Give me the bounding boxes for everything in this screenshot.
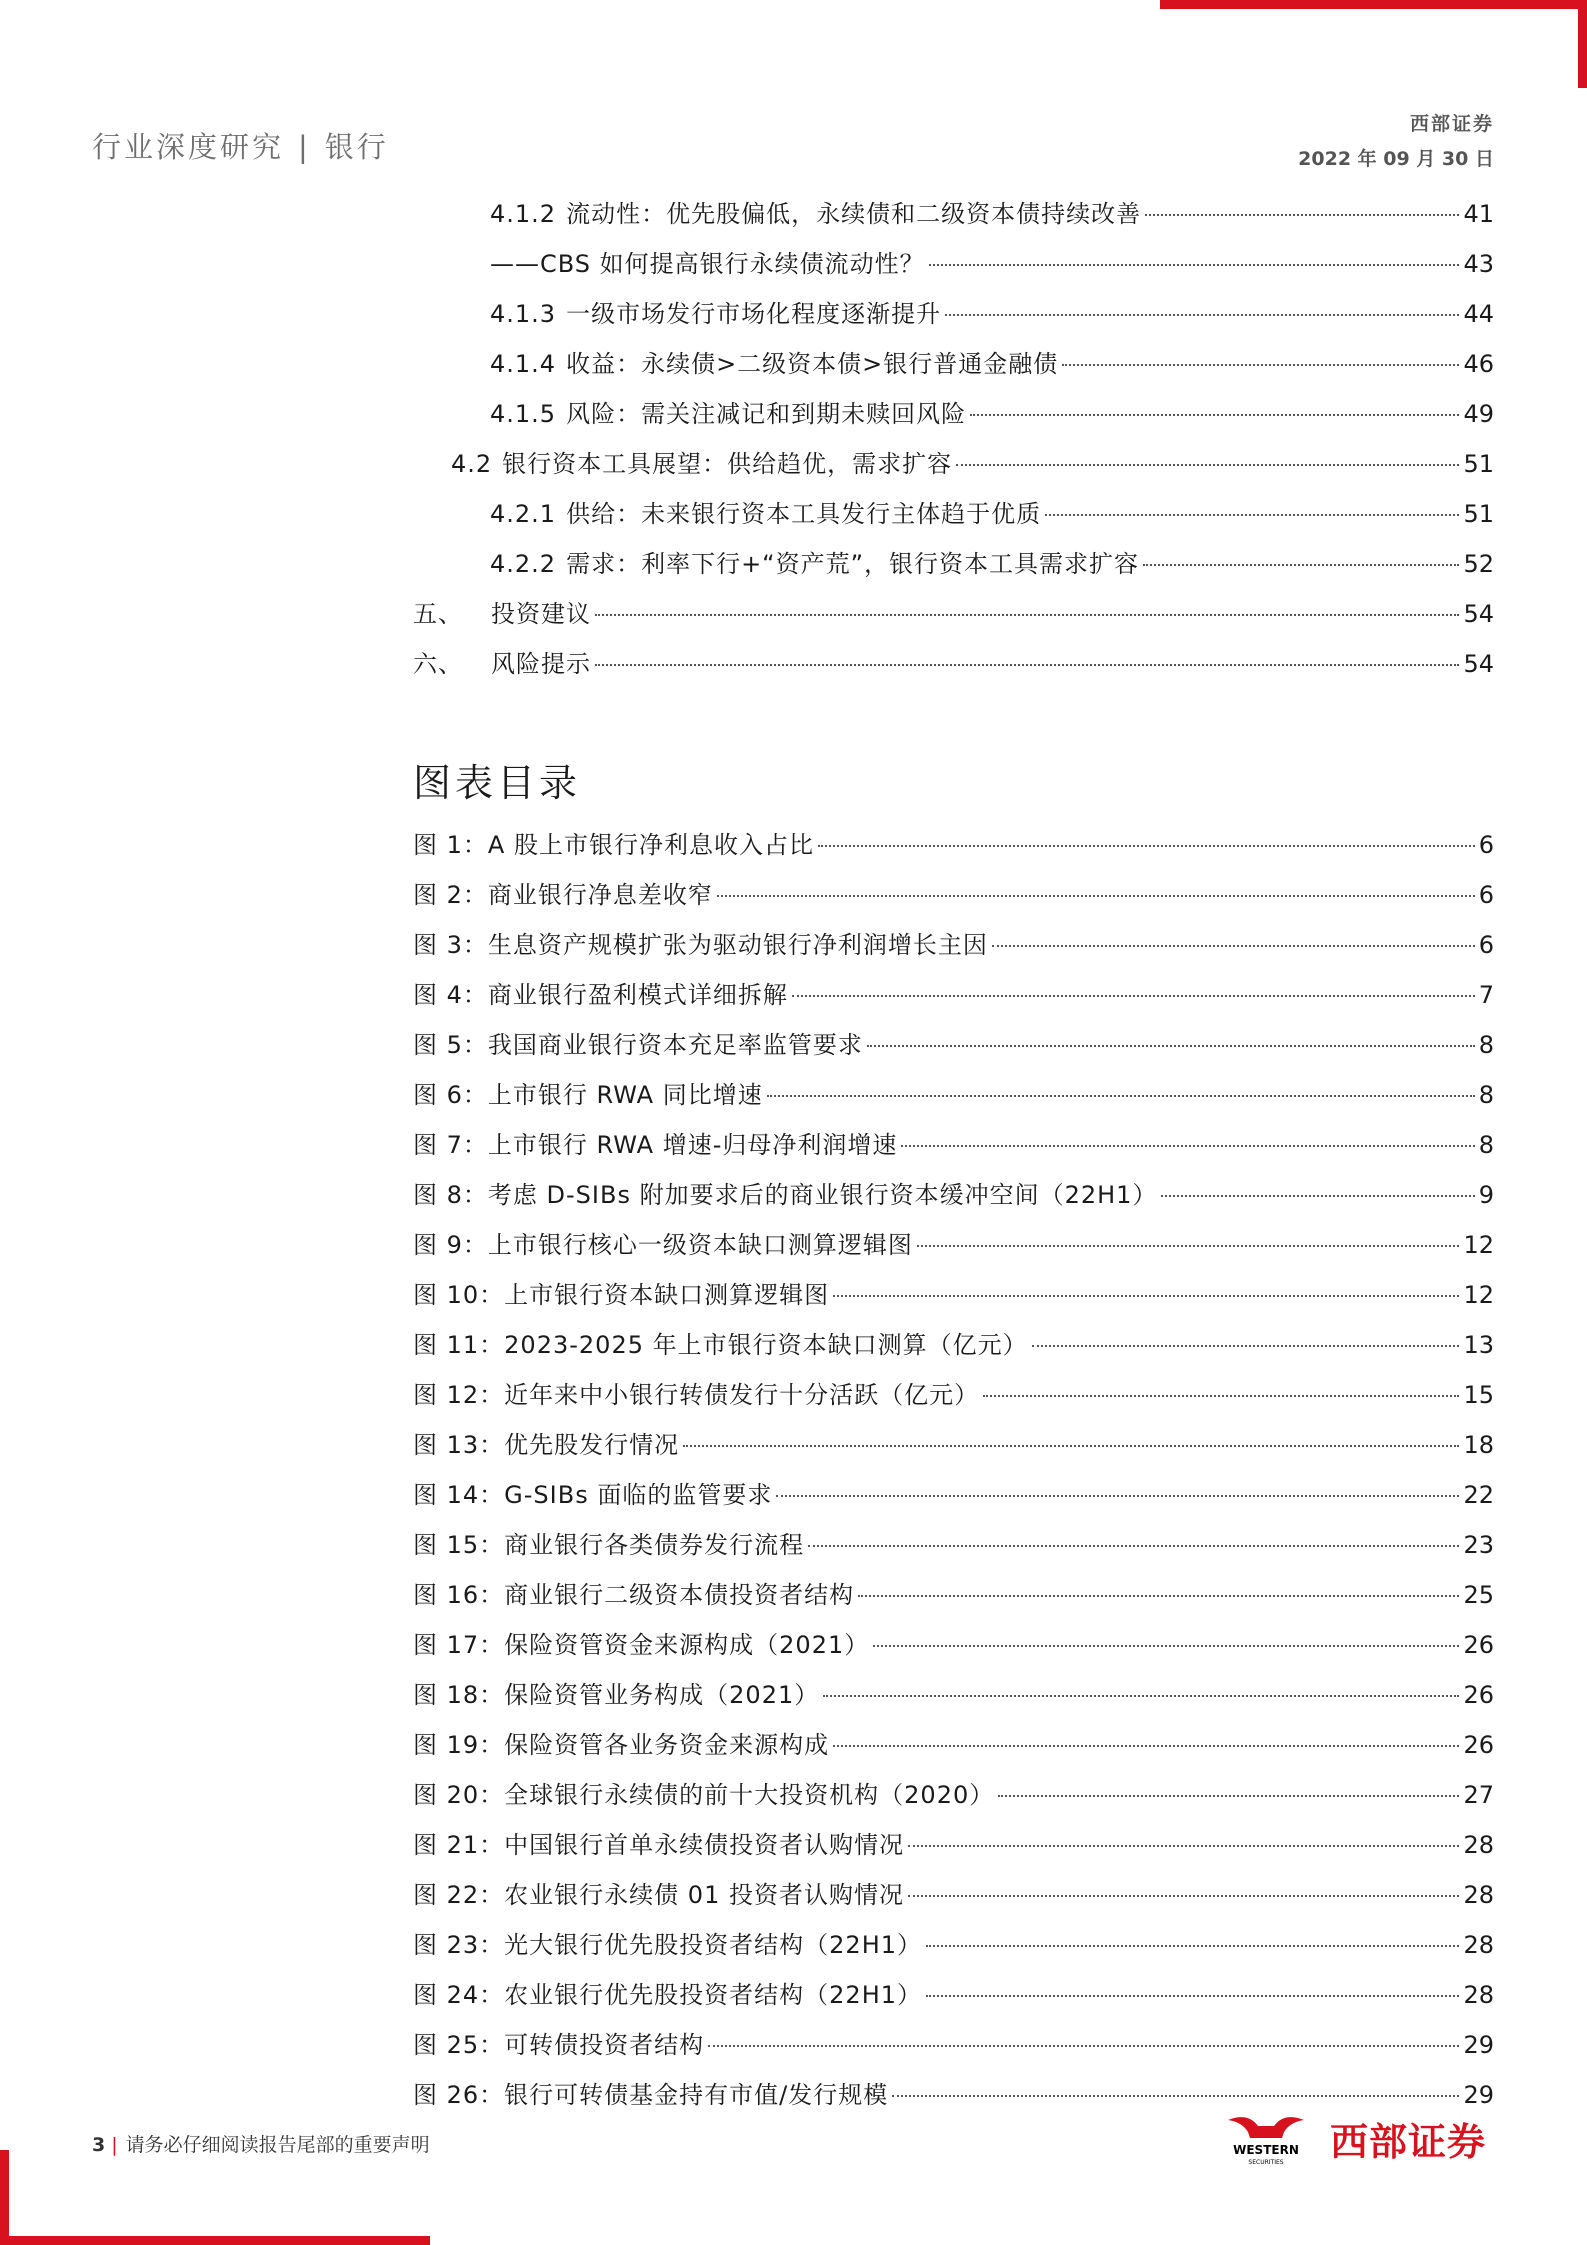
toc-entry-number: 五、 <box>413 600 463 628</box>
toc-leader-dots <box>970 414 1459 416</box>
figure-entry-page: 28 <box>1463 1881 1494 1909</box>
figure-leader-dots <box>867 1045 1475 1047</box>
figure-entry-page: 23 <box>1463 1531 1494 1559</box>
figure-leader-dots <box>792 995 1475 997</box>
figure-entry[interactable] <box>413 1028 1494 1062</box>
toc-entry-number: 4.2 <box>451 450 493 478</box>
figure-leader-dots <box>858 1595 1459 1597</box>
footer-separator: | <box>111 2134 118 2156</box>
figure-leader-dots <box>1032 1345 1460 1347</box>
figure-entry-page: 6 <box>1478 931 1494 959</box>
figure-entry[interactable] <box>413 1278 1494 1312</box>
figure-leader-dots <box>901 1145 1474 1147</box>
page-footer <box>92 2130 430 2157</box>
figure-entry[interactable] <box>413 2028 1494 2062</box>
header-separator: | <box>298 130 311 164</box>
figure-leader-dots <box>708 2045 1459 2047</box>
figure-leader-dots <box>823 1695 1459 1697</box>
figure-entry-page: 12 <box>1463 1281 1494 1309</box>
figure-entry-title: 图 15：商业银行各类债券发行流程 <box>413 1531 805 1559</box>
figure-entry-page: 7 <box>1478 981 1494 1009</box>
figure-entry[interactable] <box>413 878 1494 912</box>
toc-entry-title: 风险提示 <box>491 650 591 678</box>
figure-entry[interactable] <box>413 928 1494 962</box>
figure-entry-title: 图 26：银行可转债基金持有市值/发行规模 <box>413 2081 889 2109</box>
figure-entry-page: 27 <box>1463 1781 1494 1809</box>
figure-entry-title: 图 13：优先股发行情况 <box>413 1431 680 1459</box>
toc-entry-title: 收益：永续债>二级资本债>银行普通金融债 <box>566 350 1059 378</box>
figure-entry-title: 图 4：商业银行盈利模式详细拆解 <box>413 981 788 1009</box>
figure-entry-page: 29 <box>1463 2081 1494 2109</box>
figure-entry[interactable] <box>413 828 1494 862</box>
toc-entry[interactable] <box>451 447 1494 481</box>
figure-leader-dots <box>808 1545 1459 1547</box>
toc-entry[interactable] <box>490 497 1494 531</box>
figure-entry-page: 9 <box>1478 1181 1494 1209</box>
figure-entry-page: 26 <box>1463 1681 1494 1709</box>
figure-entry-page: 29 <box>1463 2031 1494 2059</box>
toc-entry-title: 需求：利率下行+“资产荒”，银行资本工具需求扩容 <box>566 550 1140 578</box>
figure-entry-page: 6 <box>1478 831 1494 859</box>
toc-entry[interactable] <box>490 397 1494 431</box>
figure-entry-page: 18 <box>1463 1431 1494 1459</box>
corner-decoration-top-right <box>1160 0 1587 88</box>
figure-leader-dots <box>873 1645 1459 1647</box>
disclaimer-notice: 请务必仔细阅读报告尾部的重要声明 <box>125 2134 430 2156</box>
figure-entry-page: 13 <box>1463 1331 1494 1359</box>
toc-leader-dots <box>595 664 1459 666</box>
figure-entry-page: 28 <box>1463 1931 1494 1959</box>
figure-leader-dots <box>683 1445 1459 1447</box>
figure-entry[interactable] <box>413 1928 1494 1962</box>
figure-leader-dots <box>983 1395 1459 1397</box>
toc-entry-page: 41 <box>1463 200 1494 228</box>
figure-entry-title: 图 10：上市银行资本缺口测算逻辑图 <box>413 1281 830 1309</box>
toc-entry-page: 54 <box>1463 650 1494 678</box>
toc-leader-dots <box>956 464 1459 466</box>
figure-entry-title: 图 12：近年来中小银行转债发行十分活跃（亿元） <box>413 1381 980 1409</box>
toc-entry-page: 46 <box>1463 350 1494 378</box>
toc-entry[interactable] <box>413 647 1494 681</box>
figure-entry-page: 8 <box>1478 1081 1494 1109</box>
figure-leader-dots <box>908 1845 1459 1847</box>
figure-entry-title: 图 5：我国商业银行资本充足率监管要求 <box>413 1031 863 1059</box>
toc-entry-title: 流动性：优先股偏低，永续债和二级资本债持续改善 <box>566 200 1142 228</box>
figure-entry[interactable] <box>413 1778 1494 1812</box>
figure-leader-dots <box>767 1095 1475 1097</box>
page-number: 3 <box>92 2134 106 2156</box>
figure-entry-page: 26 <box>1463 1731 1494 1759</box>
figure-entry[interactable] <box>413 1878 1494 1912</box>
company-logo <box>1218 2110 1486 2166</box>
figure-entry[interactable] <box>413 1078 1494 1112</box>
toc-leader-dots <box>929 264 1460 266</box>
toc-entry-title: 一级市场发行市场化程度逐渐提升 <box>566 300 942 328</box>
toc-entry-page: 44 <box>1463 300 1494 328</box>
figure-entry-title: 图 14：G-SIBs 面临的监管要求 <box>413 1481 773 1509</box>
figure-entry[interactable] <box>413 1728 1494 1762</box>
toc-entry-title: 供给：未来银行资本工具发行主体趋于优质 <box>566 500 1042 528</box>
report-category-header <box>92 125 389 166</box>
figure-entry[interactable] <box>413 1228 1494 1262</box>
figure-entry-page: 6 <box>1478 881 1494 909</box>
toc-leader-dots <box>595 614 1459 616</box>
figure-leader-dots <box>926 1995 1459 1997</box>
bull-logo-icon <box>1218 2110 1314 2166</box>
toc-entry-page: 51 <box>1463 500 1494 528</box>
figure-entry[interactable] <box>413 1678 1494 1712</box>
toc-entry-number: 4.1.4 <box>490 350 557 378</box>
toc-entry[interactable] <box>490 347 1494 381</box>
toc-entry-page: 51 <box>1463 450 1494 478</box>
figure-entry-title: 图 3：生息资产规模扩张为驱动银行净利润增长主因 <box>413 931 988 959</box>
figure-entry-page: 28 <box>1463 1981 1494 2009</box>
figure-entry[interactable] <box>413 1328 1494 1362</box>
figure-entry-title: 图 9：上市银行核心一级资本缺口测算逻辑图 <box>413 1231 913 1259</box>
company-name: 西部证券 <box>1409 113 1494 135</box>
toc-leader-dots <box>945 314 1459 316</box>
toc-leader-dots <box>1045 514 1459 516</box>
figure-entry[interactable] <box>413 1178 1494 1212</box>
toc-entry-title: 风险：需关注减记和到期未赎回风险 <box>566 400 967 428</box>
figure-leader-dots <box>992 945 1475 947</box>
toc-entry-title: ——CBS 如何提高银行永续债流动性？ <box>490 250 925 278</box>
toc-entry-title: 银行资本工具展望：供给趋优，需求扩容 <box>502 450 953 478</box>
toc-entry-title: 投资建议 <box>491 600 591 628</box>
figure-leader-dots <box>717 895 1475 897</box>
report-sector: 银行 <box>324 130 389 164</box>
toc-entry[interactable] <box>413 597 1494 631</box>
figure-entry[interactable] <box>413 978 1494 1012</box>
figures-list-title: 图表目录 <box>413 761 582 805</box>
figure-leader-dots <box>833 1745 1459 1747</box>
header-meta <box>1298 109 1494 171</box>
toc-leader-dots <box>1062 364 1459 366</box>
toc-entry-number: 4.1.2 <box>490 200 557 228</box>
figure-entry[interactable] <box>413 1628 1494 1662</box>
toc-leader-dots <box>1143 564 1459 566</box>
figure-entry-title: 图 21：中国银行首单永续债投资者认购情况 <box>413 1831 905 1859</box>
figure-entry-title: 图 24：农业银行优先股投资者结构（22H1） <box>413 1981 923 2009</box>
figure-entry-page: 15 <box>1463 1381 1494 1409</box>
figure-entry[interactable] <box>413 2078 1494 2112</box>
figure-leader-dots <box>908 1895 1459 1897</box>
figure-entry-title: 图 16：商业银行二级资本债投资者结构 <box>413 1581 855 1609</box>
figure-leader-dots <box>776 1495 1459 1497</box>
figure-leader-dots <box>892 2095 1459 2097</box>
figure-entry[interactable] <box>413 1978 1494 2012</box>
figure-entry-title: 图 1：A 股上市银行净利息收入占比 <box>413 831 814 859</box>
figure-entry-page: 22 <box>1463 1481 1494 1509</box>
toc-entry-number: 4.1.3 <box>490 300 557 328</box>
figure-entry-title: 图 8：考虑 D-SIBs 附加要求后的商业银行资本缓冲空间（22H1） <box>413 1181 1158 1209</box>
toc-entry-number: 4.2.1 <box>490 500 557 528</box>
figure-entry-title: 图 23：光大银行优先股投资者结构（22H1） <box>413 1931 923 1959</box>
logo-brand-text: WESTERN <box>1233 2143 1299 2157</box>
toc-entry[interactable] <box>490 297 1494 331</box>
figure-entry-title: 图 22：农业银行永续债 01 投资者认购情况 <box>413 1881 904 1909</box>
figure-entry-title: 图 11：2023-2025 年上市银行资本缺口测算（亿元） <box>413 1331 1028 1359</box>
figure-entry-page: 28 <box>1463 1831 1494 1859</box>
figure-entry-page: 8 <box>1478 1131 1494 1159</box>
figure-entry-title: 图 25：可转债投资者结构 <box>413 2031 705 2059</box>
report-date: 2022 年 09 月 30 日 <box>1298 148 1494 170</box>
report-category: 行业深度研究 <box>92 130 285 164</box>
figure-leader-dots <box>833 1295 1459 1297</box>
toc-entry-number: 4.1.5 <box>490 400 557 428</box>
toc-entry[interactable] <box>490 547 1494 581</box>
figure-entry[interactable] <box>413 1478 1494 1512</box>
figure-entry[interactable] <box>413 1528 1494 1562</box>
toc-entry-page: 54 <box>1463 600 1494 628</box>
figure-entry-title: 图 17：保险资管资金来源构成（2021） <box>413 1631 870 1659</box>
logo-wordmark: 西部证券 <box>1330 2119 1487 2164</box>
figure-entry-title: 图 6：上市银行 RWA 同比增速 <box>413 1081 763 1109</box>
toc-entry-number: 4.2.2 <box>490 550 557 578</box>
figure-leader-dots <box>926 1945 1459 1947</box>
figure-entry[interactable] <box>413 1378 1494 1412</box>
figure-entry[interactable] <box>413 1128 1494 1162</box>
figure-entry[interactable] <box>413 1578 1494 1612</box>
toc-entry-page: 52 <box>1463 550 1494 578</box>
figure-entry-title: 图 19：保险资管各业务资金来源构成 <box>413 1731 830 1759</box>
toc-entry-page: 43 <box>1463 250 1494 278</box>
figure-entry-page: 8 <box>1478 1031 1494 1059</box>
figure-entry[interactable] <box>413 1428 1494 1462</box>
toc-entry[interactable] <box>490 197 1494 231</box>
figure-entry-title: 图 7：上市银行 RWA 增速-归母净利润增速 <box>413 1131 898 1159</box>
figure-entry[interactable] <box>413 1828 1494 1862</box>
figure-entry-page: 25 <box>1463 1581 1494 1609</box>
figure-leader-dots <box>1161 1195 1474 1197</box>
figure-entry-title: 图 2：商业银行净息差收窄 <box>413 881 713 909</box>
figure-entry-page: 12 <box>1463 1231 1494 1259</box>
corner-decoration-bottom-left <box>0 2150 430 2245</box>
figure-entry-title: 图 20：全球银行永续债的前十大投资机构（2020） <box>413 1781 995 1809</box>
toc-entry-page: 49 <box>1463 400 1494 428</box>
figure-leader-dots <box>998 1795 1459 1797</box>
logo-brand-subtext: SECURITIES <box>1248 2159 1284 2166</box>
toc-leader-dots <box>1145 214 1459 216</box>
toc-entry[interactable] <box>490 247 1494 281</box>
figure-entry-title: 图 18：保险资管业务构成（2021） <box>413 1681 820 1709</box>
toc-entry-number: 六、 <box>413 650 463 678</box>
figure-leader-dots <box>917 1245 1460 1247</box>
figure-leader-dots <box>818 845 1475 847</box>
figure-entry-page: 26 <box>1463 1631 1494 1659</box>
